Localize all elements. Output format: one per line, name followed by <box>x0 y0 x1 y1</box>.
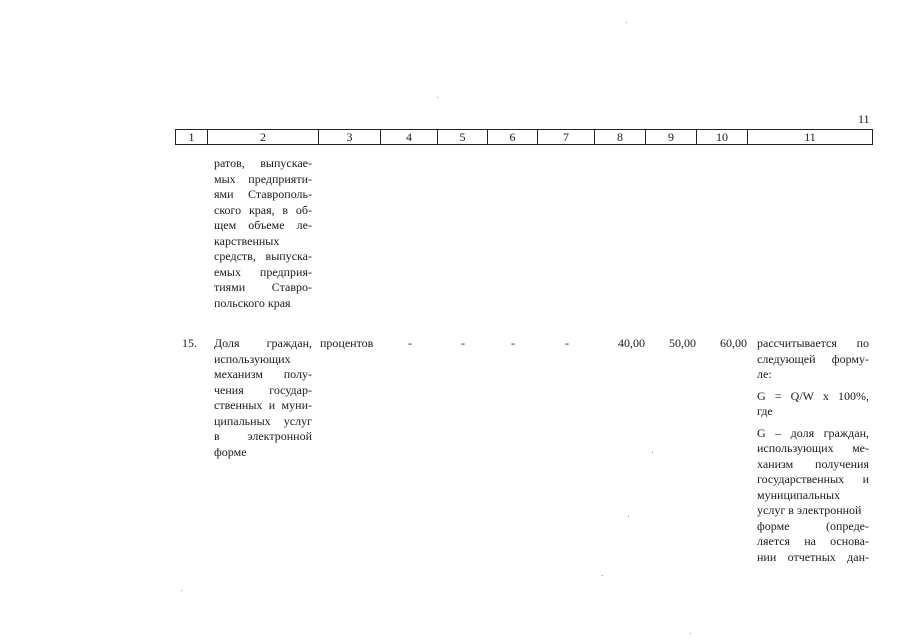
row15-name-line: использующих <box>214 351 291 366</box>
scan-speck <box>437 97 438 98</box>
row14-name-line: емых предприя- <box>214 264 312 279</box>
row14-name-line: тиями Ставро- <box>214 280 312 294</box>
row15-col7: - <box>565 336 569 350</box>
method-line: ляется на основа- <box>757 534 869 548</box>
method-line: форме (опреде- <box>757 518 869 533</box>
method-line: использующих ме- <box>757 441 869 455</box>
header-col-9: 9 <box>646 130 697 144</box>
row14-indicator-name <box>214 156 312 311</box>
row15-number: 15. <box>182 336 197 350</box>
method-line: G = Q/W х 100%, <box>757 388 869 403</box>
row15-col5: - <box>461 336 465 350</box>
method-line: государственных и <box>757 472 869 486</box>
method-line: следующей форму- <box>757 351 869 366</box>
row15-col6: - <box>511 336 515 350</box>
row15-name-line: чения государ- <box>214 382 312 397</box>
header-col-5: 5 <box>438 130 488 144</box>
header-col-8: 8 <box>595 130 646 144</box>
row14-name-line: щем объеме ле- <box>214 218 312 232</box>
header-col-2: 2 <box>208 130 319 144</box>
row14-name-line: польского края <box>214 295 291 310</box>
method-line: ханизм получения <box>757 456 869 471</box>
row15-calculation-method <box>757 336 869 571</box>
header-col-6: 6 <box>488 130 538 144</box>
table-header-row <box>175 129 873 145</box>
row15-unit: процентов <box>320 336 374 350</box>
scan-speck <box>690 633 691 634</box>
scan-speck <box>602 575 603 576</box>
method-definition <box>757 426 869 566</box>
scan-speck <box>628 516 629 517</box>
scan-speck <box>626 22 627 23</box>
method-line: где <box>757 404 773 418</box>
row14-name-line: средств, выпуска- <box>214 249 312 263</box>
method-line: G – доля граждан, <box>757 425 869 440</box>
row15-name-line: ципальных услуг <box>214 413 312 428</box>
row15-name-line: ственных и муни- <box>214 398 312 412</box>
row15-name-line: механизм полу- <box>214 367 312 381</box>
row15-indicator-name <box>214 336 312 460</box>
method-line: рассчитывается по <box>757 336 869 350</box>
row14-name-line: мых предприяти- <box>214 171 312 186</box>
row14-name-line: карственных <box>214 233 280 248</box>
header-col-3: 3 <box>319 130 381 144</box>
header-col-4: 4 <box>381 130 438 144</box>
method-line: услуг в электронной <box>757 503 862 517</box>
method-line: нии отчетных дан- <box>757 549 869 564</box>
row14-name-line: ского края, в об- <box>214 202 312 217</box>
row15-col9: 50,00 <box>669 336 696 350</box>
scan-speck <box>652 452 653 453</box>
row14-name-line: ями Ставрополь- <box>214 187 312 201</box>
header-col-1: 1 <box>176 130 208 144</box>
method-line: муниципальных <box>757 487 841 502</box>
row15-col4: - <box>408 336 412 350</box>
header-col-10: 10 <box>697 130 748 144</box>
header-col-11: 11 <box>804 130 816 144</box>
method-paragraph <box>757 336 869 383</box>
page-number: 11 <box>858 112 870 126</box>
row15-col10: 60,00 <box>720 336 747 350</box>
row15-name-line: Доля граждан, <box>214 336 312 350</box>
row15-name-line: форме <box>214 444 247 459</box>
scan-speck <box>181 590 182 591</box>
row15-col8: 40,00 <box>618 336 645 350</box>
row15-name-line: в электронной <box>214 429 312 443</box>
method-formula <box>757 389 869 420</box>
header-col-7: 7 <box>538 130 595 144</box>
method-line: ле: <box>757 367 772 381</box>
row14-name-line: ратов, выпускае- <box>214 156 312 170</box>
